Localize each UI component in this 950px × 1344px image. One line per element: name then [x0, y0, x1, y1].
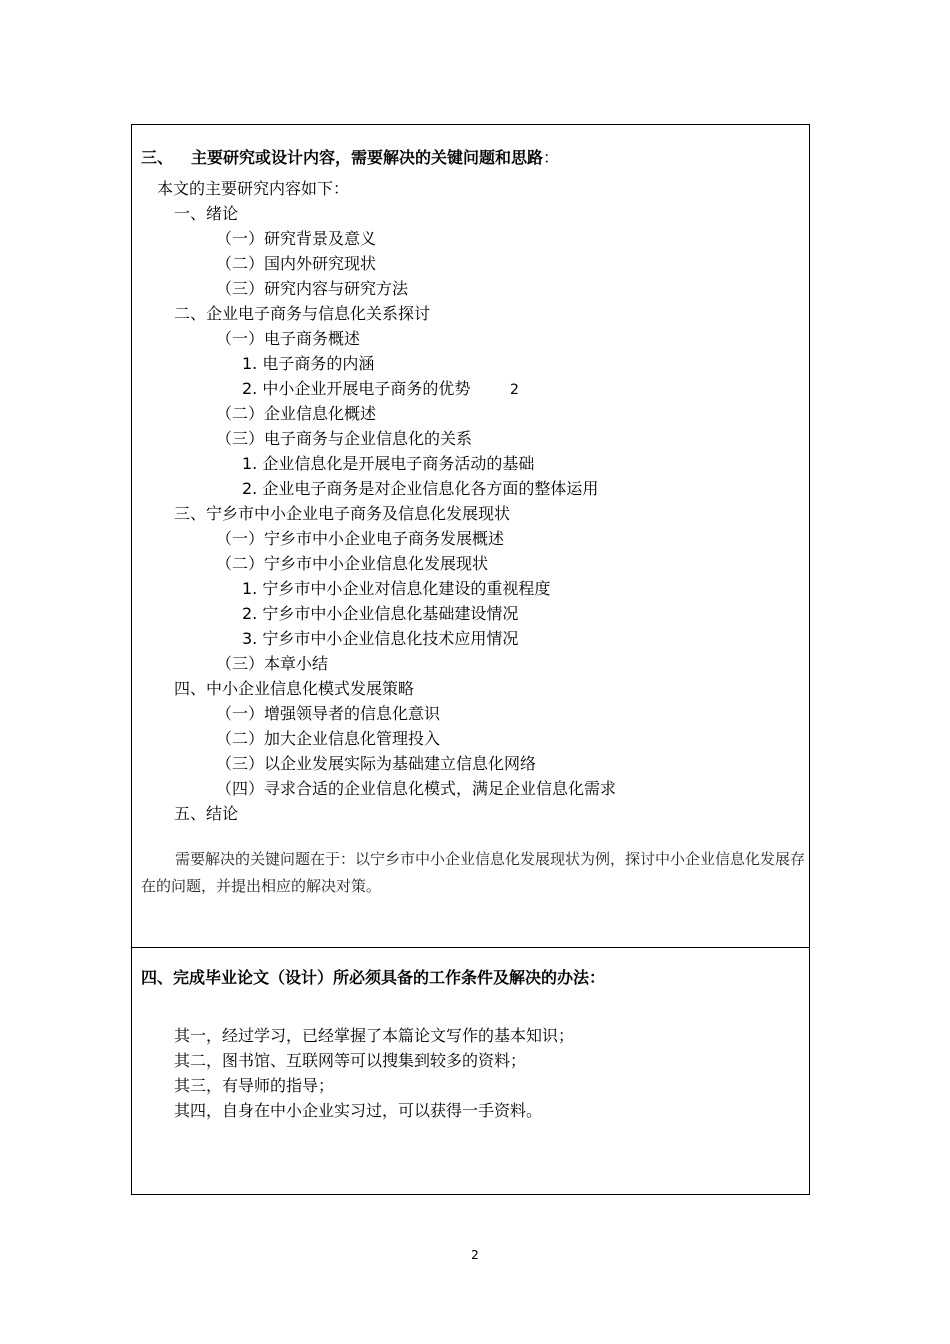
condition-item: 其四，自身在中小企业实习过，可以获得一手资料。 [174, 1101, 543, 1120]
condition-item: 其二，图书馆、互联网等可以搜集到较多的资料； [174, 1051, 527, 1070]
table-row-divider [132, 947, 809, 948]
outline-subitem: 2. 宁乡市中小企业信息化基础建设情况 [242, 604, 519, 623]
stray-number: 2 [510, 382, 519, 398]
condition-item: 其三，有导师的指导； [174, 1076, 335, 1095]
outline-section: （一）电子商务概述 [216, 329, 361, 348]
outline-chapter: 五、结论 [174, 804, 239, 823]
section3-heading [141, 145, 559, 168]
section3-title: 主要研究或设计内容，需要解决的关键问题和思路 [191, 148, 544, 167]
outline-subitem: 1. 宁乡市中小企业对信息化建设的重视程度 [242, 579, 551, 598]
outline-subitem: 3. 宁乡市中小企业信息化技术应用情况 [242, 629, 519, 648]
section3-number: 三、 [141, 148, 174, 167]
outline-section: （二）企业信息化概述 [216, 404, 377, 423]
outline-section: （三）电子商务与企业信息化的关系 [216, 429, 473, 448]
outline-section: （二）加大企业信息化管理投入 [216, 729, 441, 748]
outline-section: （一）宁乡市中小企业电子商务发展概述 [216, 529, 505, 548]
outline-section: （三）研究内容与研究方法 [216, 279, 409, 298]
outline-section: （二）宁乡市中小企业信息化发展现状 [216, 554, 489, 573]
outline-section: （二）国内外研究现状 [216, 254, 377, 273]
key-problem-paragraph: 需要解决的关键问题在于：以宁乡市中小企业信息化发展现状为例，探讨中小企业信息化发展存在的问题，并提出相应的解决对策。 [141, 850, 806, 895]
outline-subitem: 2. 中小企业开展电子商务的优势 [242, 379, 471, 398]
outline-chapter: 一、绪论 [174, 204, 239, 223]
page-number: 2 [471, 1248, 479, 1262]
section4-heading: 四、完成毕业论文（设计）所必须具备的工作条件及解决的办法： [141, 968, 606, 987]
outline-section: （三）以企业发展实际为基础建立信息化网络 [216, 754, 537, 773]
section3-colon: ： [543, 148, 560, 167]
outline-chapter: 三、宁乡市中小企业电子商务及信息化发展现状 [174, 504, 511, 523]
condition-item: 其一，经过学习，已经掌握了本篇论文写作的基本知识； [174, 1026, 575, 1045]
outline-section: （一）增强领导者的信息化意识 [216, 704, 441, 723]
outline-section: （三）本章小结 [216, 654, 329, 673]
outline-section: （四）寻求合适的企业信息化模式，满足企业信息化需求 [216, 779, 617, 798]
form-table [131, 124, 810, 1195]
outline-chapter: 二、企业电子商务与信息化关系探讨 [174, 304, 431, 323]
section3-intro: 本文的主要研究内容如下： [157, 179, 350, 198]
outline-chapter: 四、中小企业信息化模式发展策略 [174, 679, 415, 698]
outline-subitem: 1. 电子商务的内涵 [242, 354, 375, 373]
outline-section: （一）研究背景及意义 [216, 229, 377, 248]
outline-subitem: 2. 企业电子商务是对企业信息化各方面的整体运用 [242, 479, 599, 498]
outline-subitem: 1. 企业信息化是开展电子商务活动的基础 [242, 454, 535, 473]
